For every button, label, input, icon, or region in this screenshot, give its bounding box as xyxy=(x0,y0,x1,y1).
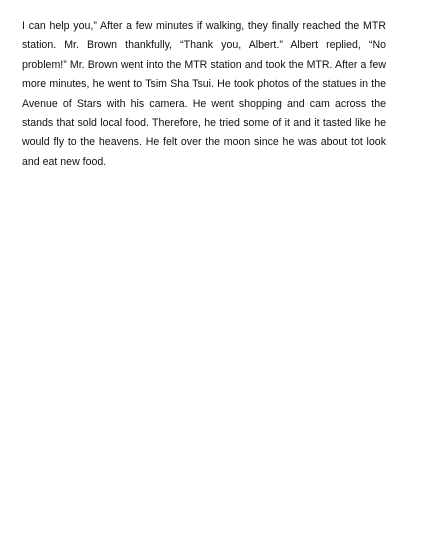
story-paragraph: I can help you,” After a few minutes if walking, they finally reached the MTR station. Mr. Brown thankfully, “Thank you, Albert.” Albert replied, “No problem!” Mr. Brown went into the MTR station and took the MTR. After a few more minutes, he went to Tsim Sha Tsui. He took photos of the statues in the Avenue of Stars with his camera. He went shopping and cam across the stands that sold local food. Therefore, he tried some of it and it tasted like he would fly to the heavens. He felt over the moon since he was about tot look and eat new food. xyxy=(22,20,386,168)
